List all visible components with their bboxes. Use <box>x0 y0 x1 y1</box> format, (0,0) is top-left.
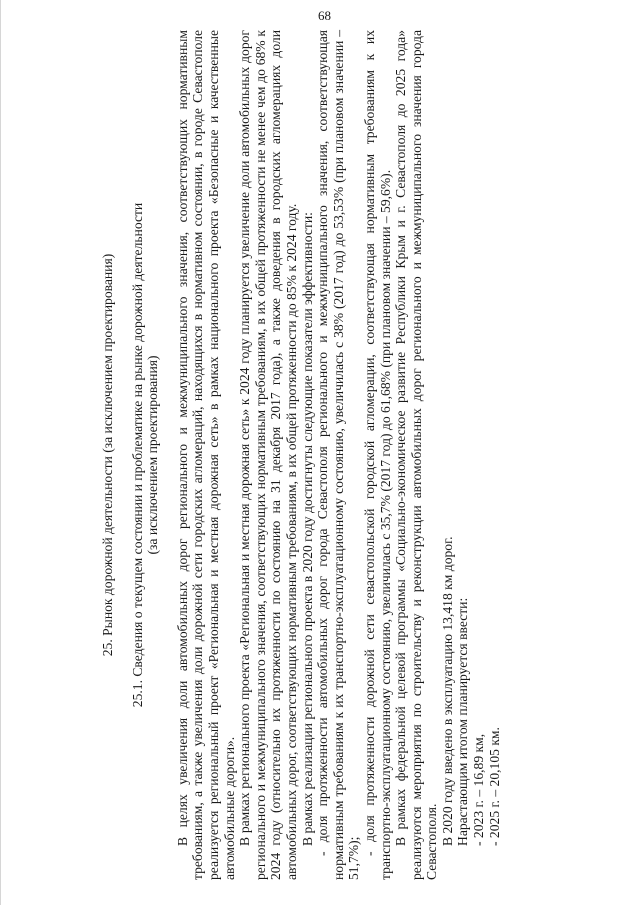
paragraph-federal-program: В рамках федеральной целевой программы «Социально-экономическое развитие Республики Крым и г. Севастополя до 2025 года» реализуются мероприятия по строительству и реконструкции автомобильных дорог регионального и межмуниципального значения города Севастополя. <box>393 30 440 880</box>
bullet-agglomeration-roads-share: - доля протяженности дорожной сети севастопольской городской агломерации, соответствующая нормативным требованиям к их транспортно-эксплуатационному состоянию, увеличилась с 35,7% (2017 год) до 61,68% (при плановом значении – 59,6%). <box>361 30 393 880</box>
paragraph-regional-project-intro: В целях увеличения доли автомобильных дорог регионального и межмуниципального значения, соответствующих нормативным требованиям, а также увеличения доли дорожной сети городских агломераций, находящихся в нормативном состоянии, в городе Севастополе реализуется региональный проект «Региональная и местная дорожная сеть» в рамках национального проекта «Безопасные и качественные автомобильные дороги». <box>174 30 237 880</box>
list-item-2023: - 2023 г. – 16,89 км, <box>471 733 487 846</box>
subsection-title-continued: (за исключением проектирования) <box>145 355 161 555</box>
page-edge-rule <box>0 0 1 905</box>
paragraph-results-2020: В рамках реализации регионального проекта в 2020 году достигнуты следующие показатели эффективности: <box>299 212 315 846</box>
page-number: 68 <box>318 8 331 23</box>
subsection-title: 25.1. Сведения о текущем состоянии и проблематике на рынке дорожной деятельности <box>129 202 145 708</box>
section-title: 25. Рынок дорожной деятельности (за исключением проектирования) <box>100 253 115 657</box>
paragraph-roads-commissioned-2020: В 2020 году введено в эксплуатацию 13,418 км дорог. <box>439 536 455 846</box>
bullet-regional-roads-share: - доля протяженности автомобильных дорог города Севастополя регионального и межмуниципального значения, соответствующая нормативным требованиям к их транспортно-эксплуатационному состоянию, увеличилась с 38% (2017 год) до 53,53% (при плановом значении – 51,7%); <box>315 30 362 880</box>
paragraph-regional-project-goals: В рамках регионального проекта «Региональная и местная дорожная сеть» к 2024 году планируется увеличение доли автомобильных дорог регионального и межмуниципального значения, соответствующих нормативным требованиям, в их общей протяженности не менее чем до 68% к 2024 году (относительно их протяженности по состоянию на 31 декабря 2017 года), а также доведения в городских агломерациях доли автомобильных дорог, соответствующих нормативным требованиям, в их общей протяженности до 85% к 2024 году. <box>237 30 299 880</box>
list-item-2025: - 2025 г. – 20,105 км. <box>486 727 502 846</box>
rotated-page-content <box>100 30 532 880</box>
paragraph-cumulative-plan: Нарастающим итогом планируется ввести: <box>455 597 471 846</box>
